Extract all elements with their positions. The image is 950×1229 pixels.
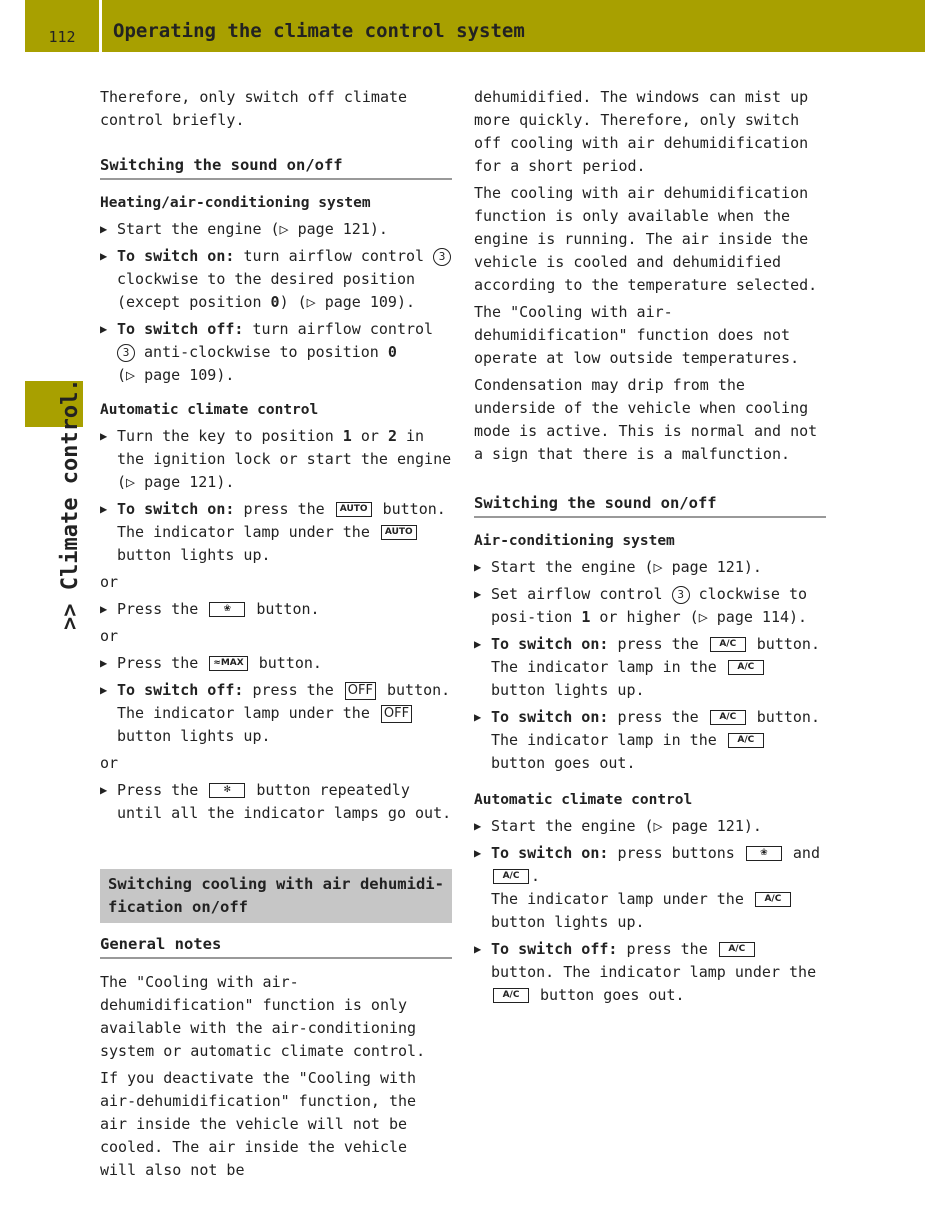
bullet-icon: ▶ (100, 429, 108, 443)
bullet-icon: ▶ (100, 683, 108, 697)
heading-general-notes: General notes (100, 933, 452, 959)
heading-sound-left: Switching the sound on/off (100, 154, 452, 180)
off-button-icon: OFF (381, 705, 412, 723)
small-fan-icon: ✻ (209, 783, 245, 798)
ac-button-icon: A/C (755, 892, 791, 907)
page-title: Operating the climate control system (113, 20, 525, 42)
general-paragraph-1: The "Cooling with air-dehumidification" function is only available with the air-conditioning system or automatic climate control. (100, 973, 426, 1060)
fan-icon: ❀ (746, 846, 782, 861)
heading-heating: Heating/air-conditioning system (100, 195, 371, 211)
max-defrost-icon: ≈MAX (209, 656, 247, 671)
list-item: ▶ Start the engine (▷ page 121). (474, 815, 826, 838)
off-button-icon: OFF (345, 682, 376, 700)
list-item: ▶ To switch on: press the A/C button. The indicator lamp in the A/C button lights up. (474, 635, 820, 699)
right-paragraph-4: Condensation may drip from the underside of the vehicle when cooling mode is active. This is normal and not a sign that there is a malfunction. (474, 376, 818, 463)
list-item: ▶ Press the ✻ button repeatedly until all the indicator lamps go out. (100, 781, 452, 822)
list-item: ▶ To switch on: press the AUTO button. The indicator lamp under the AUTO button lights up. (100, 500, 446, 564)
list-item: ▶ To switch off: turn airflow control 3 anti-clockwise to position 0 (▷ page 109). (100, 320, 434, 384)
list-item: ▶ Start the engine (▷ page 121). (100, 218, 452, 241)
page-number: 112 (48, 28, 76, 46)
list-item: ▶ To switch off: press the A/C button. The indicator lamp under the A/C button goes out. (474, 940, 817, 1004)
list-item: ▶ Set airflow control 3 clockwise to posi-tion 1 or higher (▷ page 114). (474, 585, 808, 626)
bullet-icon: ▶ (100, 222, 108, 236)
or-text: or (100, 754, 119, 772)
ac-button-icon: A/C (719, 942, 755, 957)
intro-paragraph: Therefore, only switch off climate control briefly. (100, 88, 408, 129)
heading-ac-system: Air-conditioning system (474, 533, 675, 549)
ac-button-icon: A/C (728, 733, 764, 748)
list-item: ▶ To switch off: press the OFF button. The indicator lamp under the OFF button lights up. (100, 681, 451, 745)
bullet-icon: ▶ (100, 602, 108, 616)
ac-button-icon: A/C (493, 869, 529, 884)
right-paragraph-2: The cooling with air dehumidification function is only available when the engine is running. The air inside the vehicle is cooled and dehumidified according to the temperature selected. (474, 184, 818, 294)
right-paragraph-3: The "Cooling with air-dehumidification" function does not operate at low outside temperatures. (474, 303, 800, 367)
heading-sound-right: Switching the sound on/off (474, 492, 826, 518)
bullet-icon: ▶ (474, 587, 482, 601)
list-item: ▶ Press the ≈MAX button. (100, 652, 452, 675)
ac-button-icon: A/C (728, 660, 764, 675)
heading-auto-right: Automatic climate control (474, 792, 693, 808)
bullet-icon: ▶ (474, 637, 482, 651)
header-divider (99, 0, 102, 52)
callout-3-icon: 3 (672, 586, 690, 604)
bullet-icon: ▶ (100, 322, 108, 336)
ac-button-icon: A/C (710, 710, 746, 725)
general-paragraph-2: If you deactivate the "Cooling with air-dehumidification" function, the air inside the vehicle will not be cooled. The air inside the vehicle will also not be (100, 1069, 417, 1179)
fan-icon: ❀ (209, 602, 245, 617)
bullet-icon: ▶ (474, 942, 482, 956)
callout-3-icon: 3 (117, 344, 135, 362)
list-item: ▶ Press the ❀ button. (100, 598, 452, 621)
bullet-icon: ▶ (474, 819, 482, 833)
bullet-icon: ▶ (100, 502, 108, 516)
section-box-cooling: Switching cooling with air dehumidi-fication on/off (100, 869, 452, 923)
left-column (100, 86, 452, 1186)
list-item: ▶ To switch on: press the A/C button. The indicator lamp in the A/C button goes out. (474, 708, 820, 772)
ac-button-icon: A/C (493, 988, 529, 1003)
bullet-icon: ▶ (100, 249, 108, 263)
list-item: ▶ To switch on: turn airflow control 3 clockwise to the desired position (except position 0) (▷ page 109). (100, 245, 452, 314)
or-text: or (100, 627, 119, 645)
list-item: ▶ To switch on: press buttons ❀ and A/C . The indicator lamp under the A/C button lights up. (474, 844, 820, 931)
bullet-icon: ▶ (100, 783, 108, 797)
list-item: ▶ Turn the key to position 1 or 2 in the ignition lock or start the engine (▷ page 121). (100, 427, 452, 491)
bullet-icon: ▶ (474, 710, 482, 724)
bullet-icon: ▶ (474, 560, 482, 574)
callout-3-icon: 3 (433, 248, 451, 266)
bullet-icon: ▶ (100, 656, 108, 670)
section-side-label: >> Climate control. (58, 378, 83, 630)
list-item: ▶ Start the engine (▷ page 121). (474, 556, 826, 579)
auto-button-icon: AUTO (381, 525, 417, 540)
right-paragraph-1: dehumidified. The windows can mist up more quickly. Therefore, only switch off cooling with air dehumidification for a short period. (474, 88, 809, 175)
heading-auto-left: Automatic climate control (100, 402, 319, 418)
bullet-icon: ▶ (474, 846, 482, 860)
right-column (474, 86, 826, 1011)
or-text: or (100, 573, 119, 591)
page-header (25, 0, 925, 52)
auto-button-icon: AUTO (336, 502, 372, 517)
ac-button-icon: A/C (710, 637, 746, 652)
